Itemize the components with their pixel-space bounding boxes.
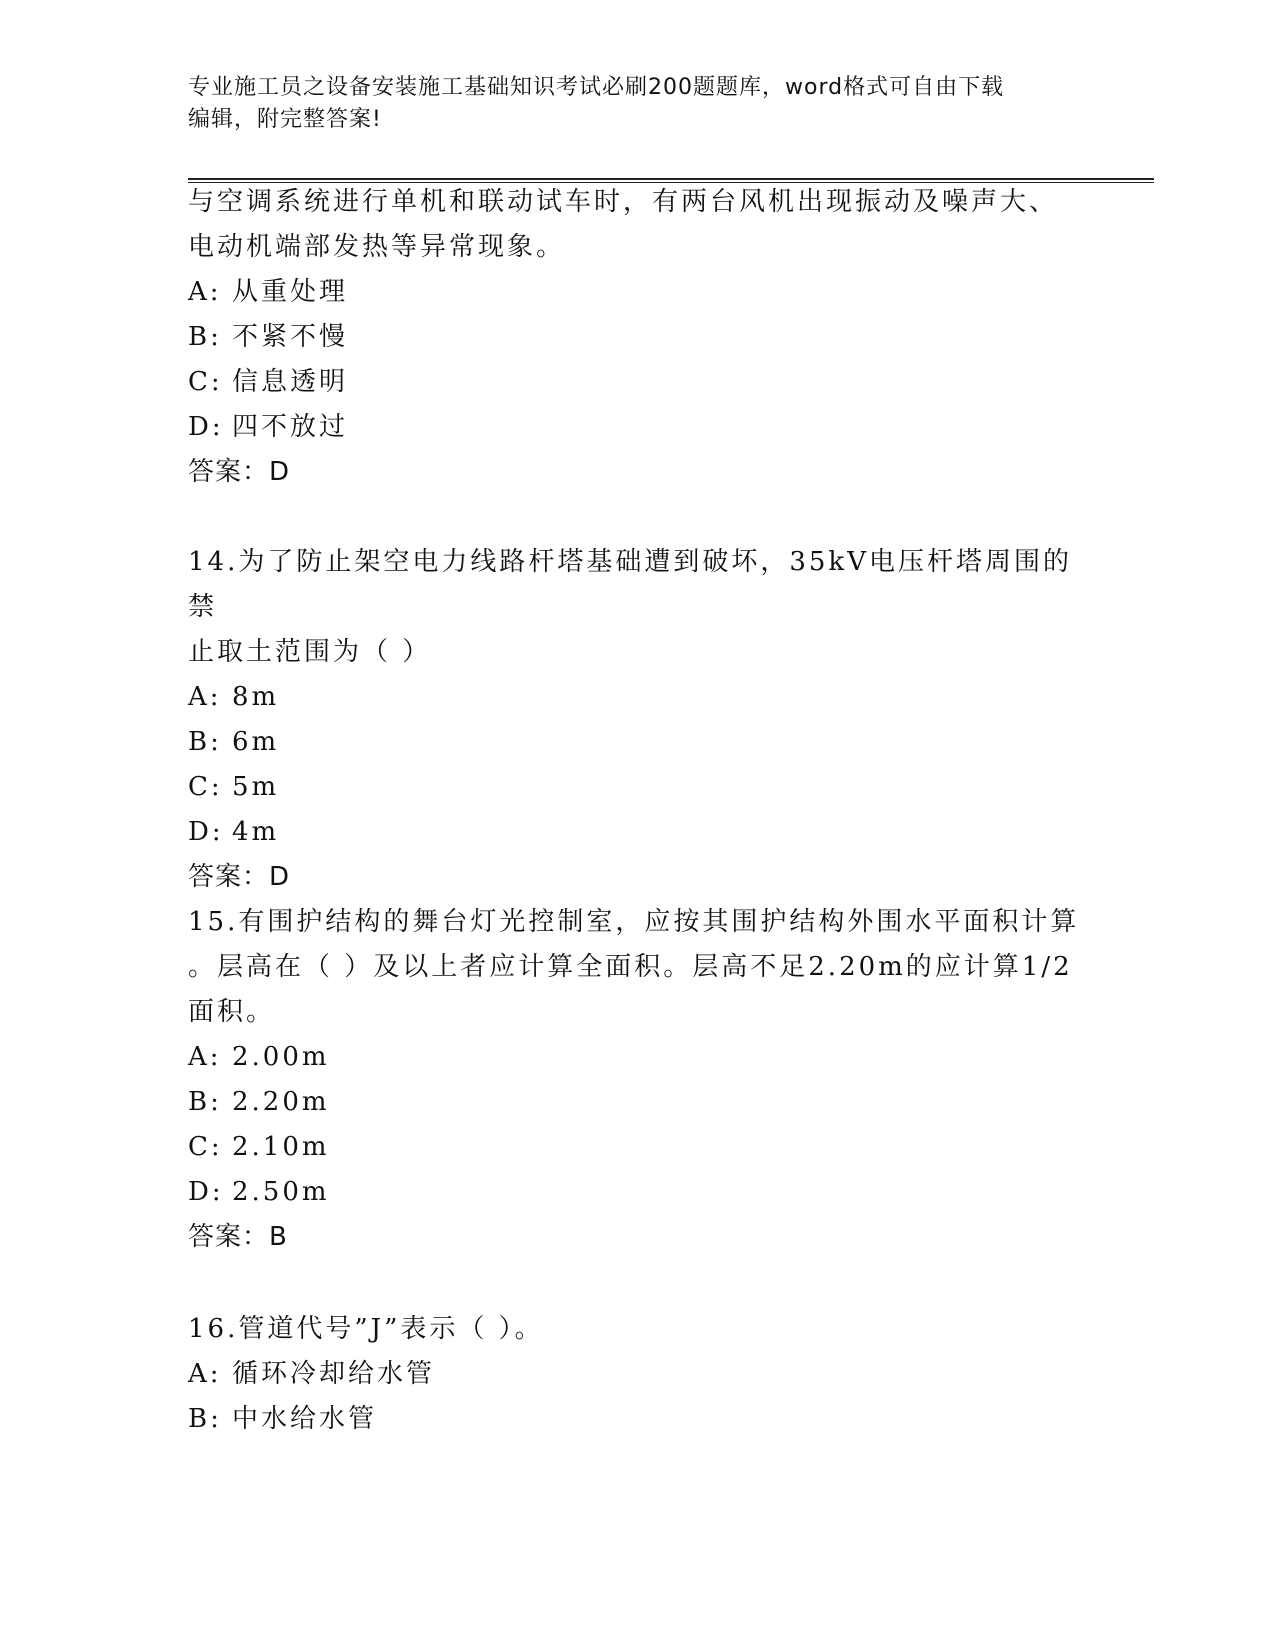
option-text: 2.20m [232,1087,330,1117]
question-text-line: 15.有围护结构的舞台灯光控制室，应按其围护结构外围水平面积计算 [188,907,1080,937]
option-d [188,405,1088,450]
option-text: 4m [232,817,280,847]
option-text: 8m [232,682,280,712]
question-13-text [188,180,1088,270]
option-text: 从重处理 [232,277,349,307]
answer-line: 答案：B [188,1222,288,1252]
question-15-text [188,900,1088,1035]
question-16-text [188,1307,1088,1352]
option-text: 四不放过 [232,412,349,442]
option-key: A: [188,277,222,307]
option-text: 2.10m [232,1132,330,1162]
question-text-line: 14.为了防止架空电力线路杆塔基础遭到破坏，35kV电压杆塔周围的禁 [188,547,1072,622]
question-14 [188,540,1088,900]
question-16 [188,1307,1088,1442]
option-a [188,675,1088,720]
option-text: 不紧不慢 [232,322,349,352]
option-c [188,765,1088,810]
option-key: C: [188,1132,223,1162]
option-text: 信息透明 [232,367,349,397]
option-c [188,1125,1088,1170]
header-line-1: 专业施工员之设备安装施工基础知识考试必刷200题题库，word格式可自由下载 [188,75,1005,100]
answer-line: 答案：D [188,862,291,892]
question-text-line: 面积。 [188,997,276,1027]
question-text-line: 16.管道代号”J”表示（ ）。 [188,1314,544,1344]
header-line-2: 编辑，附完整答案! [188,107,382,132]
option-key: A: [188,1042,222,1072]
option-key: A: [188,682,222,712]
question-text-line: 电动机端部发热等异常现象。 [188,232,566,262]
question-14-text [188,540,1088,675]
option-d [188,1170,1088,1215]
option-key: C: [188,772,223,802]
option-text: 2.50m [232,1177,330,1207]
option-key: B: [188,1087,222,1117]
document-header [188,72,1088,136]
option-a [188,270,1088,315]
option-key: D: [188,817,224,847]
question-13 [188,180,1088,495]
question-text-line: 与空调系统进行单机和联动试车时，有两台风机出现振动及噪声大、 [188,187,1059,217]
option-b [188,720,1088,765]
option-b [188,1397,1088,1442]
option-d [188,810,1088,855]
question-15 [188,900,1088,1260]
option-b [188,1080,1088,1125]
option-text: 中水给水管 [232,1404,378,1434]
option-key: B: [188,1404,222,1434]
option-key: A: [188,1359,222,1389]
option-a [188,1352,1088,1397]
option-c [188,360,1088,405]
answer-line: 答案：D [188,457,291,487]
option-key: B: [188,727,222,757]
option-text: 6m [232,727,280,757]
option-key: D: [188,412,224,442]
option-text: 2.00m [232,1042,330,1072]
option-text: 5m [232,772,280,802]
option-text: 循环冷却给水管 [232,1359,436,1389]
option-key: B: [188,322,222,352]
option-key: C: [188,367,223,397]
option-key: D: [188,1177,224,1207]
option-b [188,315,1088,360]
option-a [188,1035,1088,1080]
question-text-line: 。层高在（ ）及以上者应计算全面积。层高不足2.20m的应计算1/2 [188,952,1073,982]
question-text-line: 止取土范围为（ ） [188,637,432,667]
